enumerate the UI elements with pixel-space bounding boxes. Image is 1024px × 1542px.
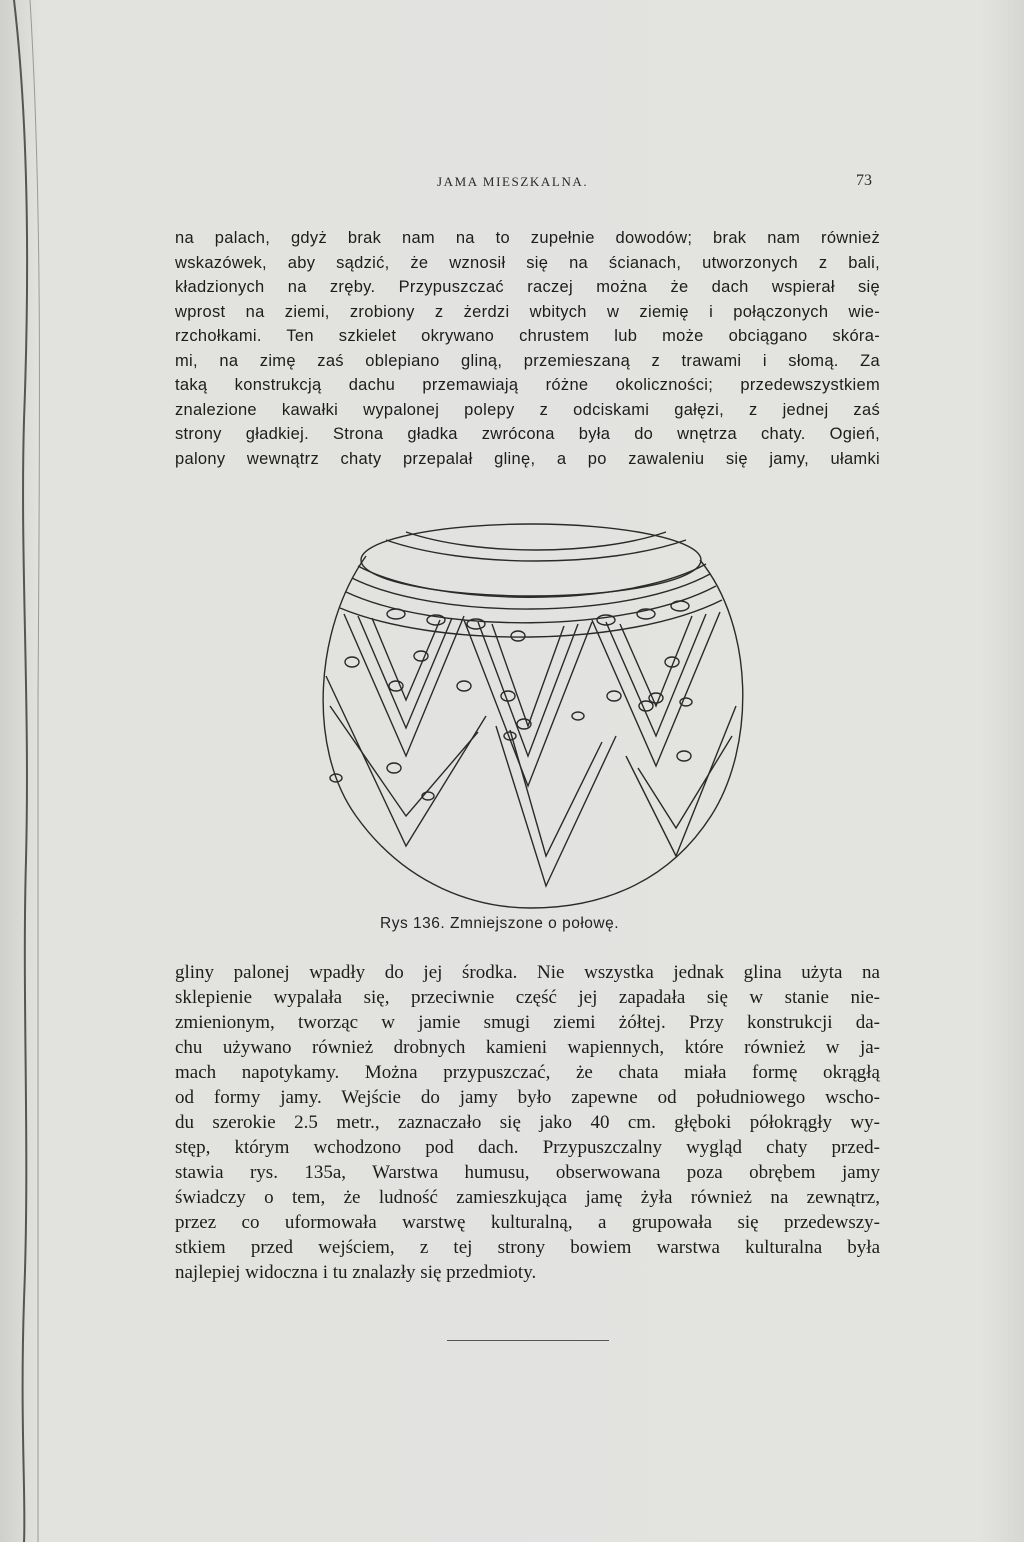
text-line: na palach, gdyż brak nam na to zupełnie dowodów; brak nam również [175,229,880,247]
text-line: najlepiej widoczna i tu znalazły się przedmioty. [175,1262,537,1283]
end-rule [447,1340,609,1341]
text-line: zmienionym, tworząc w jamie smugi ziemi żółtej. Przy konstrukcji da- [175,1012,880,1033]
text-line: strony gładkiej. Strona gładka zwrócona była do wnętrza chaty. Ogień, [175,425,880,443]
paragraph-1 [175,226,880,471]
text-line: stkiem przed wejściem, z tej strony bowiem warstwa kulturalna była [175,1237,880,1258]
text-line: przez co uformowała warstwę kulturalną, a grupowała się przedewszy- [175,1212,880,1233]
text-line: wskazówek, aby sądzić, że wznosił się na ścianach, utworzonych z bali, [175,253,880,272]
text-line: stęp, którym wchodzono pod dach. Przypuszczalny wygląd chaty przed- [175,1137,880,1158]
page-header [0,172,1024,196]
running-head: JAMA MIESZKALNA. [437,174,589,189]
text-line: mach napotykamy. Można przypuszczać, że chata miała formę okrągłą [175,1062,880,1083]
page-binding-edge [0,0,40,1542]
text-line: kładzionych na zręby. Przypuszczać raczej można że dach wspierał się [175,278,880,296]
text-line: chu używano również drobnych kamieni wapiennych, które również w ja- [175,1037,880,1058]
text-line: znalezione kawałki wypalonej polepy z odciskami gałęzi, z jednej zaś [175,400,880,419]
text-line: sklepienie wypalała się, przeciwnie część jej zapadała się w stanie nie- [175,987,880,1008]
text-line: gliny palonej wpadły do jej środka. Nie wszystka jednak glina użyta na [175,962,880,983]
page-number: 73 [856,172,872,189]
text-line: od formy jamy. Wejście do jamy było zapewne od południowego wscho- [175,1087,880,1108]
text-line: taką konstrukcją dachu przemawiają różne okoliczności; przedewszystkiem [175,376,880,394]
text-line: stawia rys. 135a, Warstwa humusu, obserwowana poza obrębem jamy [175,1162,880,1183]
text-line: mi, na zimę zaś oblepiano gliną, przemieszaną z trawami i słomą. Za [175,351,880,370]
decorated-pottery-vessel-drawing [296,516,766,921]
text-line: rzchołkami. Ten szkielet okrywano chrustem lub może obciągano skóra- [175,327,880,345]
text-line: wprost na ziemi, zrobiony z żerdzi wbitych w ziemię i połączonych wie- [175,302,880,321]
text-line: palony wewnątrz chaty przepalał glinę, a po zawaleniu się jamy, ułamki [175,449,880,468]
figure-caption: Rys 136. Zmniejszone o połowę. [380,915,620,932]
text-line: świadczy o tem, że ludność zamieszkująca jamę żyła również na zewnątrz, [175,1187,880,1208]
paragraph-2 [175,960,880,1285]
text-line: du szerokie 2.5 metr., zaznaczało się jako 40 cm. głęboki półokrągły wy- [175,1112,880,1133]
